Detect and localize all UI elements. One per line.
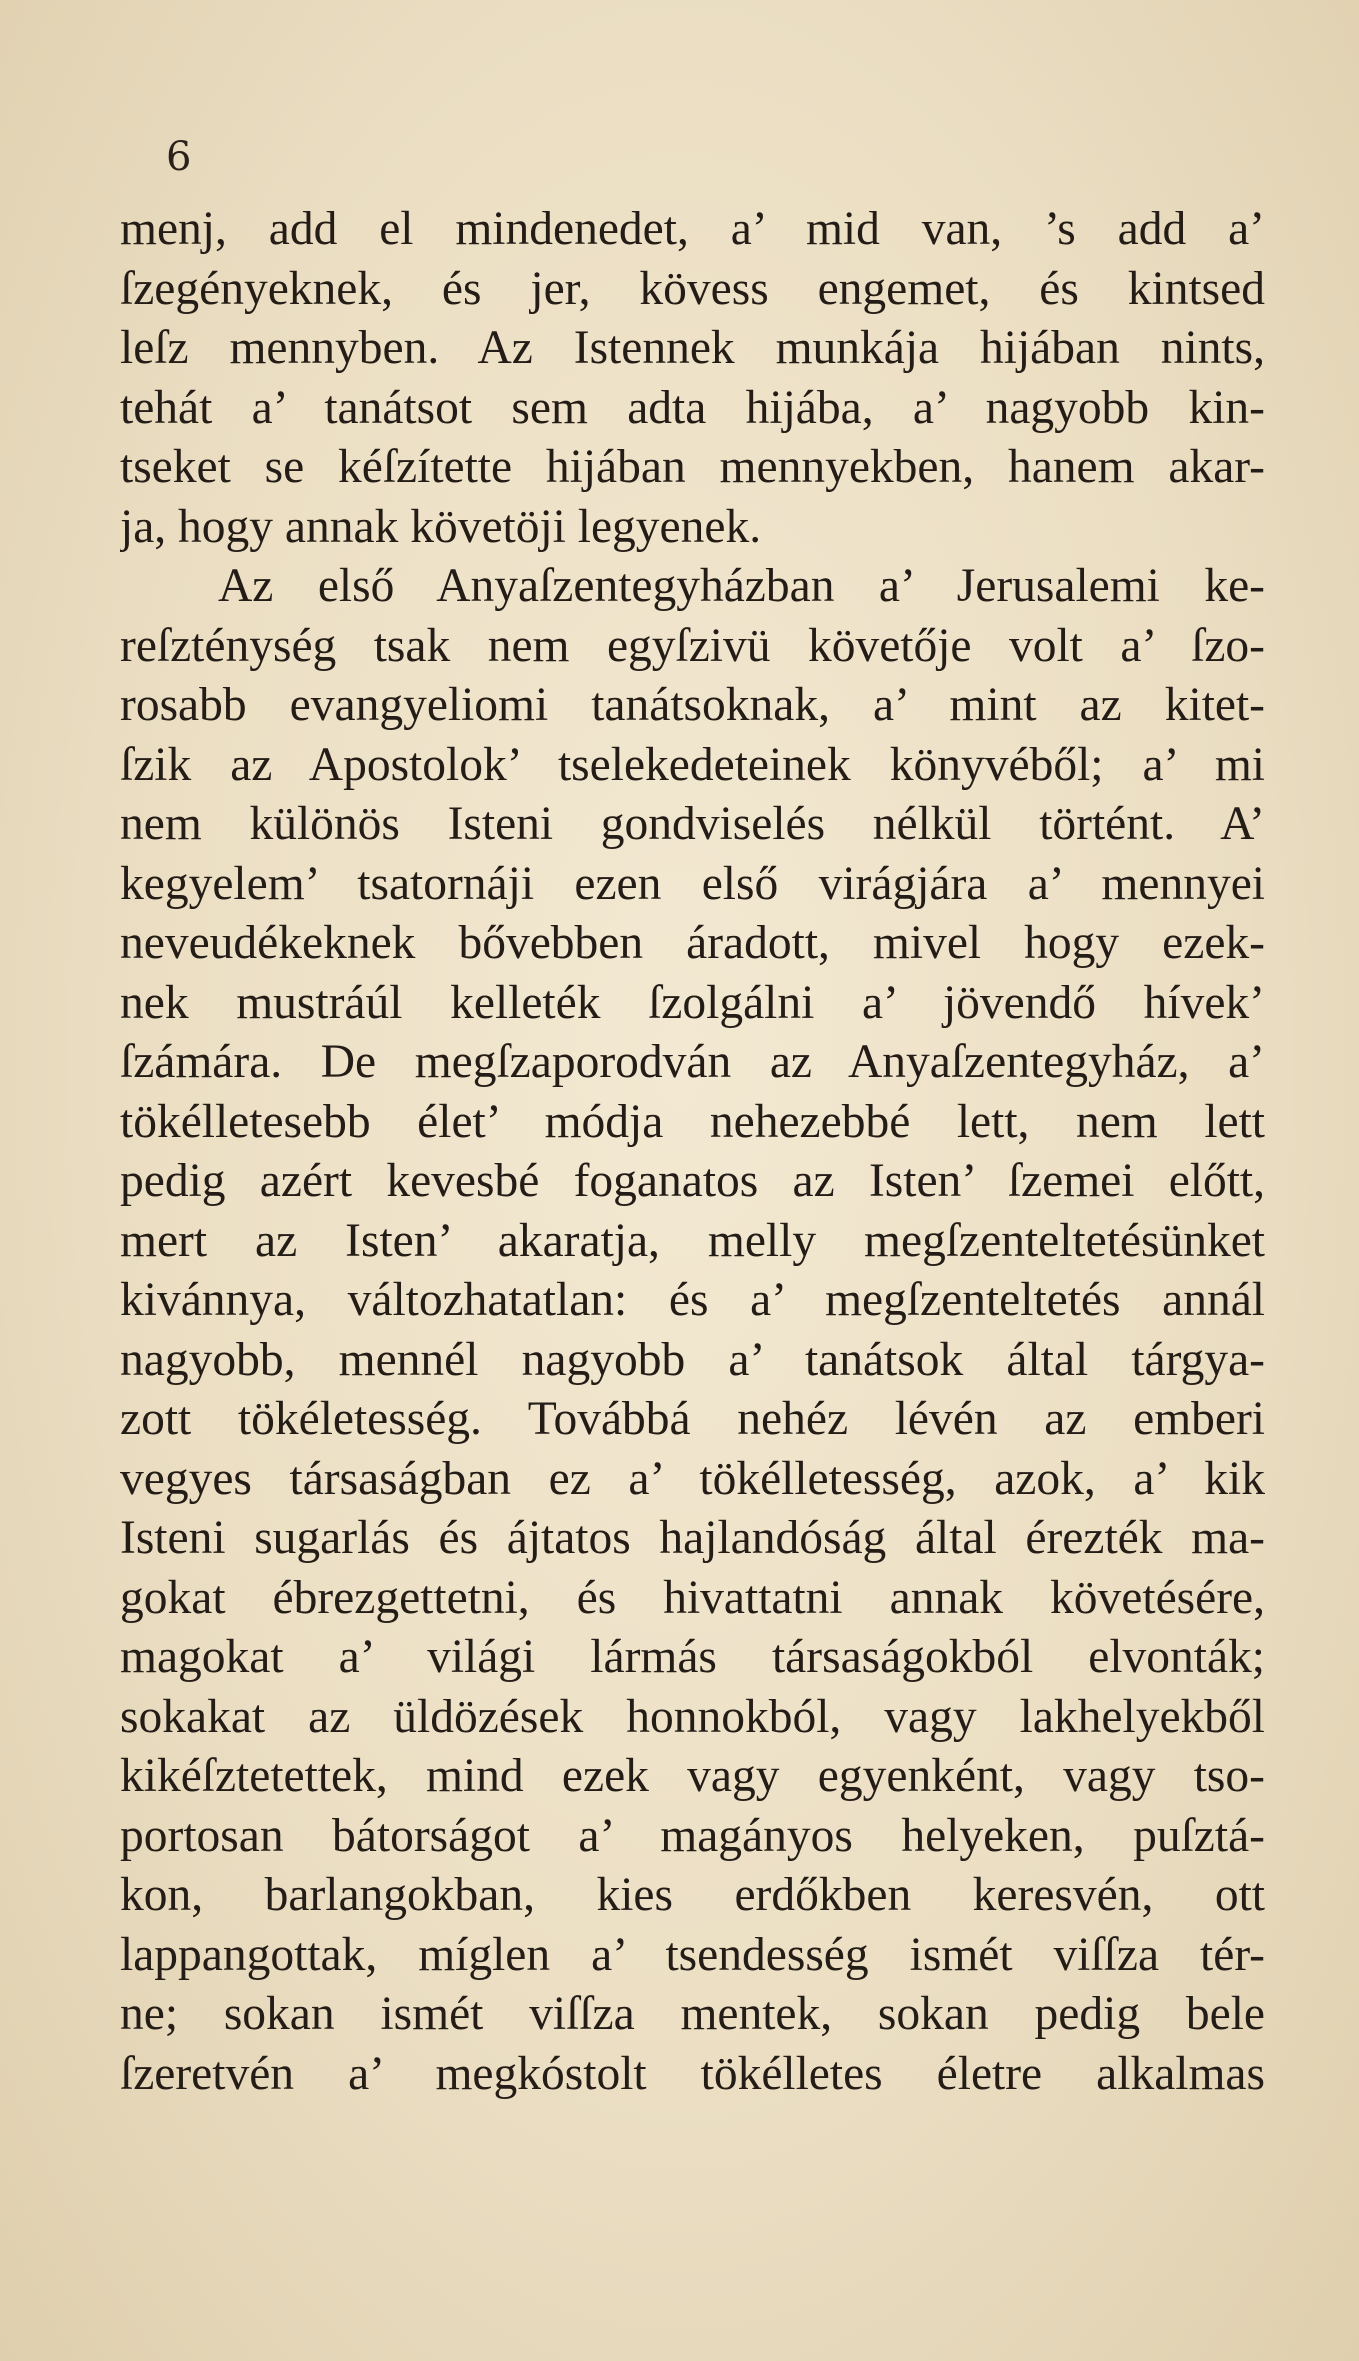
text-line: neveudékeknek bővebben áradott, mivel hogy ezek-: [120, 917, 1265, 969]
text-line: ne; sokan ismét viſſza mentek, sokan pedig bele: [120, 1988, 1265, 2040]
body-text: [120, 200, 1265, 2104]
text-line: portosan bátorságot a’ magányos helyeken, puſztá-: [120, 1809, 1265, 1862]
text-line: nem különös Isteni gondviselés nélkül történt. A’: [120, 798, 1265, 850]
text-line: kikéſztetettek, mind ezek vagy egyenként, vagy tso-: [120, 1750, 1265, 1802]
text-line: mert az Isten’ akaratja, melly megſzenteltetésünket: [120, 1214, 1265, 1267]
text-line: leſz mennyben. Az Istennek munkája hijában nints,: [120, 322, 1265, 374]
text-line: ſzeretvén a’ megkóstolt tökélletes életre alkalmas: [120, 2047, 1265, 2100]
paragraph-start-line: Az első Anyaſzentegyházban a’ Jerusalemi ke-: [218, 560, 1265, 612]
text-line: kon, barlangokban, kies erdőkben keresvén, ott: [120, 1869, 1265, 1921]
text-line: gokat ébrezgettetni, és hivattatni annak követésére,: [120, 1571, 1265, 1624]
text-line: nagyobb, mennél nagyobb a’ tanátsok által tárgya-: [120, 1333, 1265, 1386]
text-line: pedig azért kevesbé foganatos az Isten’ ſzemei előtt,: [120, 1155, 1265, 1207]
page-number: 6: [166, 134, 192, 180]
text-line: Isteni sugarlás és ájtatos hajlandóság által érezték ma-: [120, 1512, 1265, 1564]
text-line: sokakat az üldözések honnokból, vagy lakhelyekből: [120, 1690, 1265, 1743]
text-line: menj, add el mindenedet, a’ mid van, ’s add a’: [120, 203, 1265, 255]
text-line: zott tökéletesség. Továbbá nehéz lévén az emberi: [120, 1393, 1265, 1445]
text-line: ſzámára. De megſzaporodván az Anyaſzentegyház, a’: [120, 1036, 1265, 1088]
text-line: rosabb evangyeliomi tanátsoknak, a’ mint az kitet-: [120, 679, 1265, 731]
text-line: kivánnya, változhatatlan: és a’ megſzenteltetés annál: [120, 1274, 1265, 1326]
text-line: tökélletesebb élet’ módja nehezebbé lett, nem lett: [120, 1095, 1265, 1148]
text-line: magokat a’ világi lármás társaságokból elvonták;: [120, 1631, 1265, 1683]
text-line: ſzegényeknek, és jer, kövess engemet, és kintsed: [120, 262, 1265, 315]
text-line: nek mustráúl kelleték ſzolgálni a’ jövendő hívek’: [120, 976, 1265, 1029]
text-line: vegyes társaságban ez a’ tökélletesség, azok, a’ kik: [120, 1452, 1265, 1505]
text-line: ſzik az Apostolok’ tselekedeteinek könyvéből; a’ mi: [120, 738, 1265, 791]
text-line: lappangottak, míglen a’ tsendesség ismét viſſza tér-: [120, 1928, 1265, 1981]
text-line: kegyelem’ tsatornáji ezen első virágjára a’ mennyei: [120, 857, 1265, 910]
text-line: reſzténység tsak nem egyſzivü követője volt a’ ſzo-: [120, 619, 1265, 672]
text-line: tehát a’ tanátsot sem adta hijába, a’ nagyobb kin-: [120, 381, 1265, 434]
text-line: tseket se kéſzítette hijában mennyekben, hanem akar-: [120, 441, 1265, 493]
text-line: ja, hogy annak követöji legyenek.: [120, 500, 762, 553]
